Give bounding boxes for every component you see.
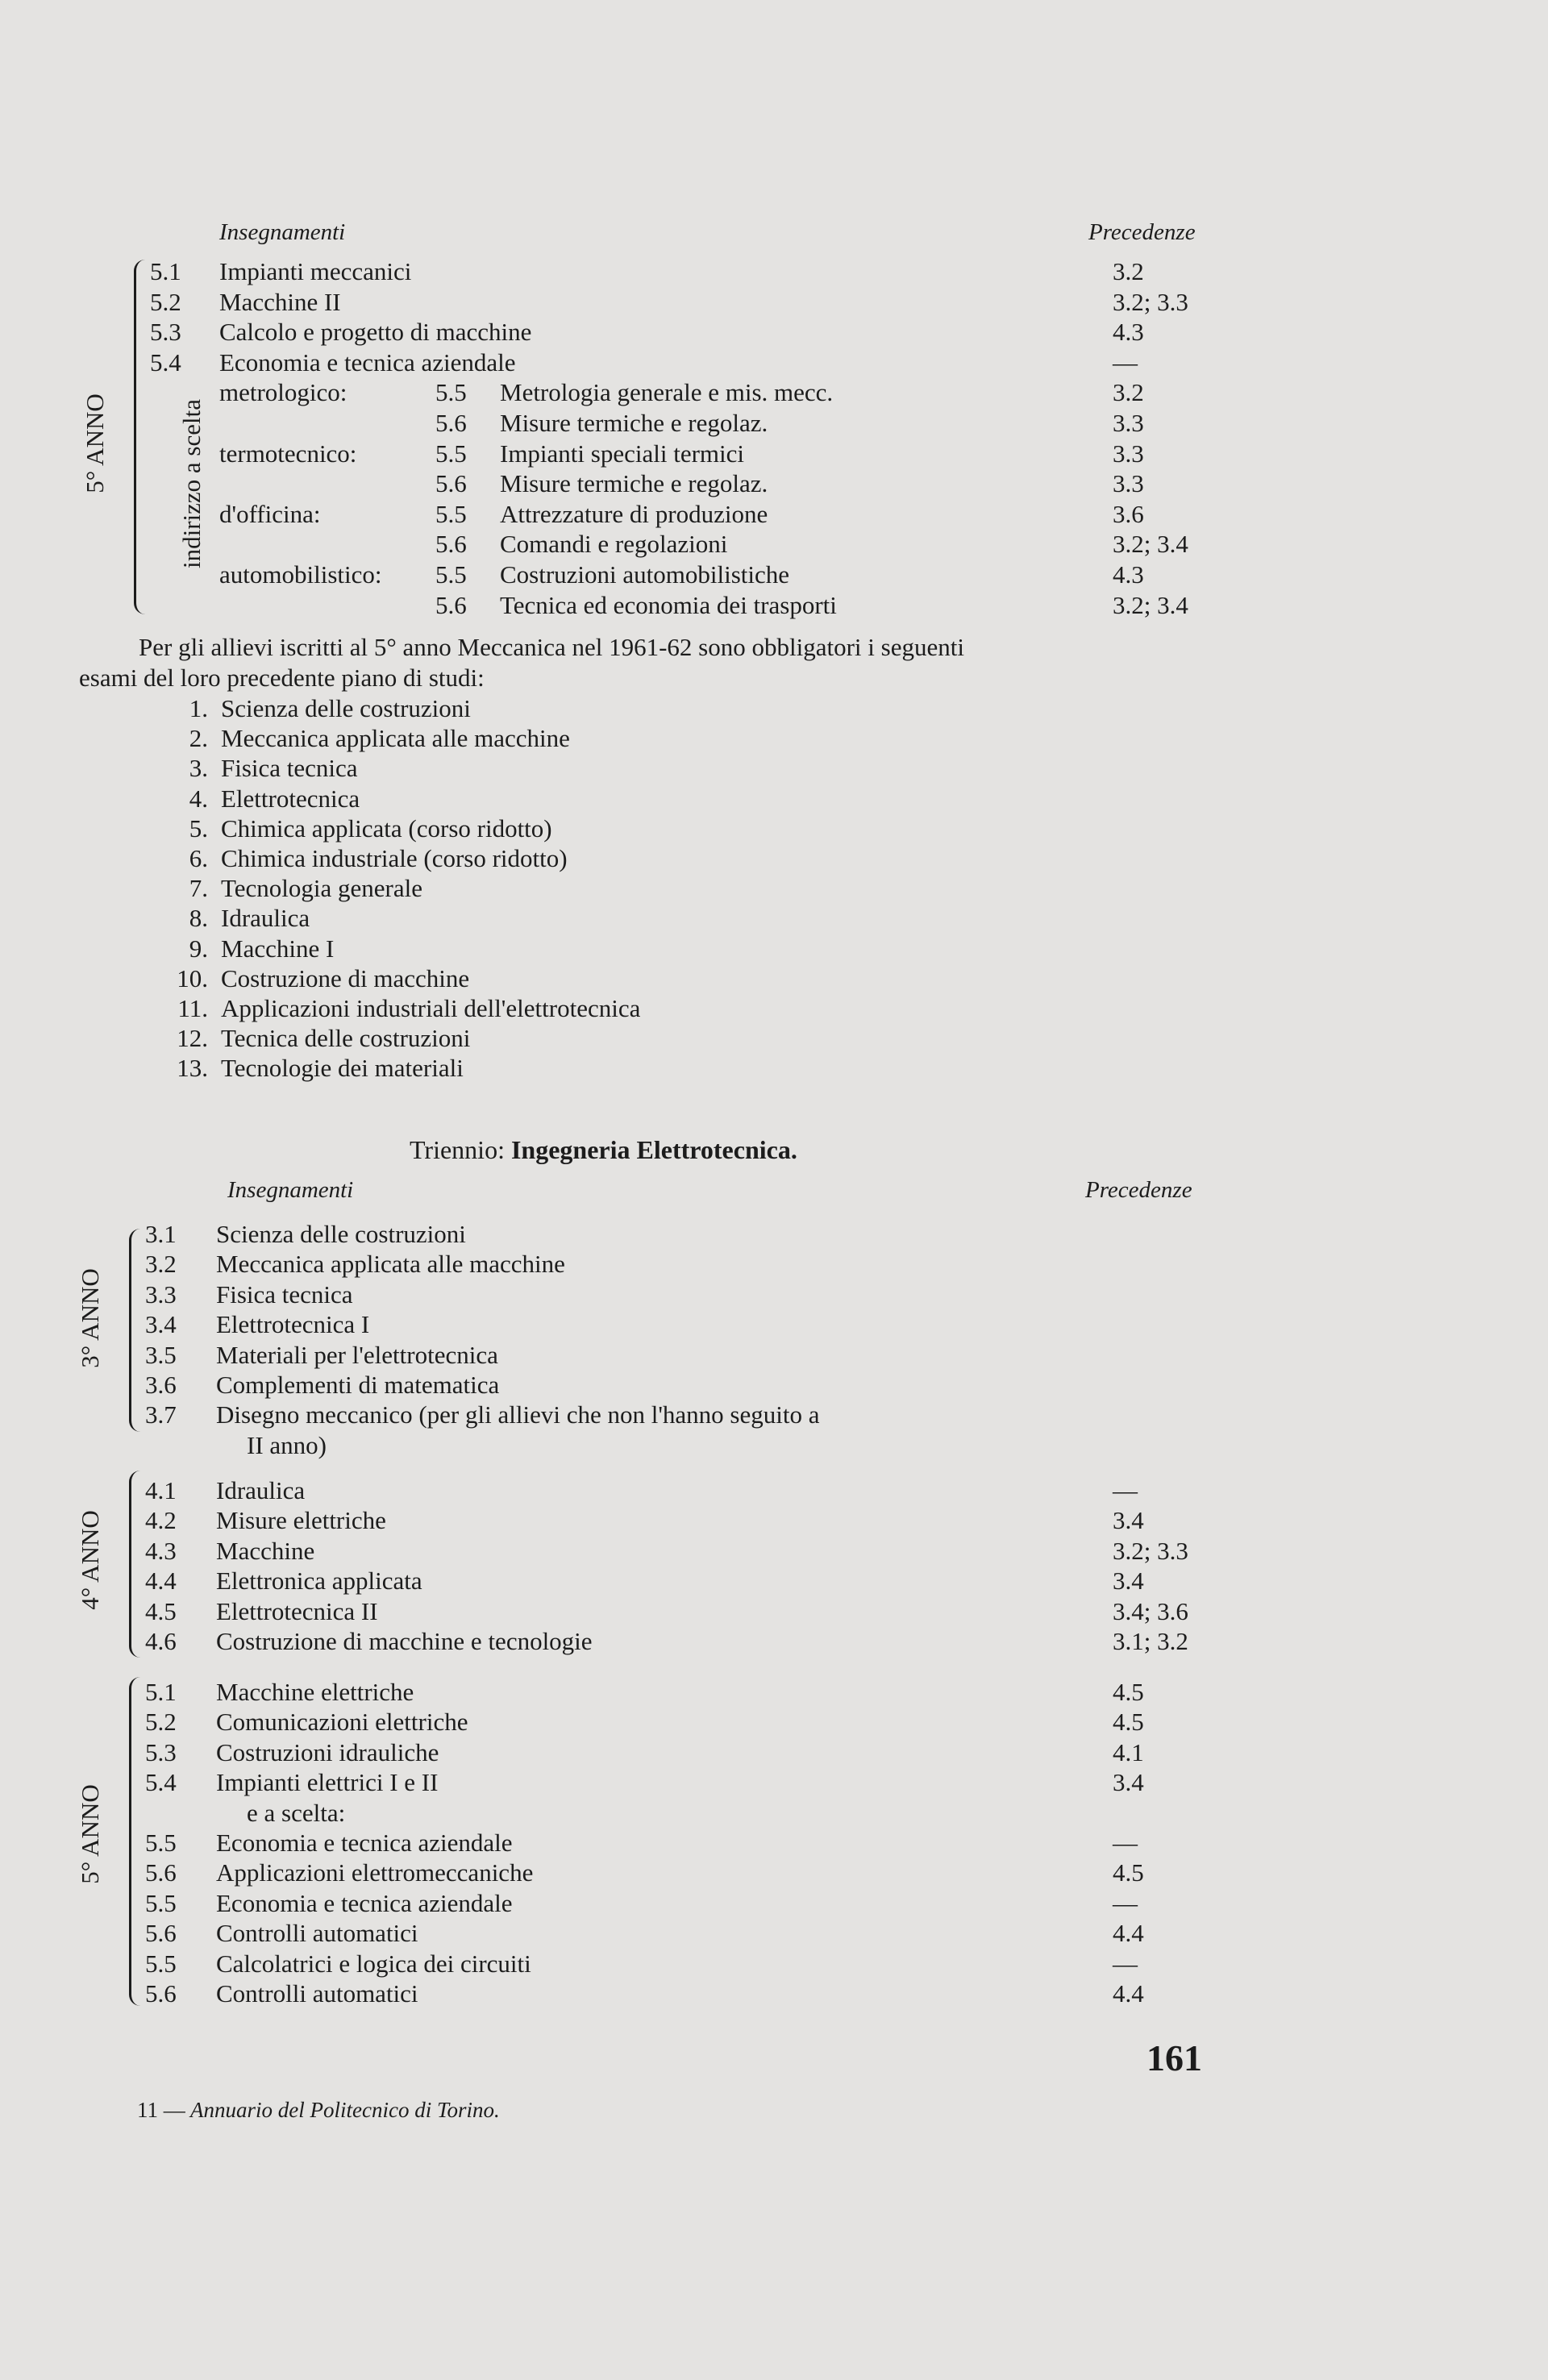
row-precedence: — — [1113, 1829, 1138, 1857]
row-subject: Economia e tecnica aziendale — [219, 348, 516, 377]
row-number: 4.2 — [145, 1506, 177, 1534]
row-subject: Impianti speciali termici — [500, 439, 745, 468]
row-number: 5.1 — [150, 257, 181, 285]
exam-number: 13. — [177, 1054, 208, 1082]
row-number: 5.1 — [145, 1678, 177, 1706]
row-precedence: 4.3 — [1113, 318, 1144, 346]
row-subject: Controlli automatici — [216, 1979, 418, 2008]
row-number: 5.5 — [145, 1829, 177, 1857]
row-precedence: 3.2; 3.4 — [1113, 591, 1188, 619]
year3-brace — [129, 1229, 143, 1432]
row-precedence: 3.6 — [1113, 500, 1144, 528]
row-subject: Macchine — [216, 1537, 315, 1565]
row-precedence: 3.4 — [1113, 1567, 1144, 1595]
row-precedence: 3.4 — [1113, 1506, 1144, 1534]
footer-text: Annuario del Politecnico di Torino. — [190, 2098, 500, 2122]
exam-number: 12. — [177, 1024, 208, 1052]
row-number: 5.5 — [145, 1889, 177, 1917]
row-precedence: 3.3 — [1113, 409, 1144, 437]
row-subject: Economia e tecnica aziendale — [216, 1889, 513, 1917]
exam-subject: Scienza delle costruzioni — [221, 694, 471, 722]
row-number: 5.3 — [150, 318, 181, 346]
exam-number: 10. — [177, 964, 208, 992]
row-subject: Impianti elettrici I e II — [216, 1768, 439, 1796]
row-subject: Comunicazioni elettriche — [216, 1708, 468, 1736]
paragraph-line-1: Per gli allievi iscritti al 5° anno Meccanica nel 1961-62 sono obbligatori i seguenti — [139, 633, 964, 661]
row-precedence: 4.4 — [1113, 1919, 1144, 1947]
year4-label: 4° ANNO — [76, 1510, 104, 1610]
row-number: 4.5 — [145, 1597, 177, 1625]
year5-brace — [129, 1677, 143, 2006]
row-subject: e a scelta: — [247, 1799, 346, 1827]
row-subject: II anno) — [247, 1431, 327, 1459]
footer-dash: — — [163, 2098, 185, 2122]
row-number: 4.6 — [145, 1627, 177, 1655]
triennio-header-insegnamenti: Insegnamenti — [227, 1177, 354, 1203]
row-number: 4.1 — [145, 1476, 177, 1504]
row-number: 5.2 — [150, 288, 181, 316]
row-subject: Meccanica applicata alle macchine — [216, 1250, 565, 1278]
exam-subject: Tecnica delle costruzioni — [221, 1024, 471, 1052]
row-number: 5.5 — [145, 1949, 177, 1978]
exam-number: 2. — [189, 724, 208, 752]
exam-subject: Elettrotecnica — [221, 784, 360, 813]
row-subject: Calcolatrici e logica dei circuiti — [216, 1949, 531, 1978]
row-number: 3.4 — [145, 1310, 177, 1338]
row-precedence: 3.2; 3.3 — [1113, 1537, 1188, 1565]
page-number: 161 — [1146, 2037, 1202, 2078]
exam-number: 6. — [189, 844, 208, 872]
row-subject: Misure termiche e regolaz. — [500, 469, 768, 497]
row-subject: Metrologia generale e mis. mecc. — [500, 378, 834, 406]
row-precedence: 3.4 — [1113, 1768, 1144, 1796]
row-number: 5.6 — [435, 530, 467, 558]
row-number: 5.6 — [435, 591, 467, 619]
exam-subject: Applicazioni industriali dell'elettrotecnica — [221, 994, 641, 1022]
row-subject: Scienza delle costruzioni — [216, 1220, 466, 1248]
row-subject: Fisica tecnica — [216, 1280, 353, 1309]
row-precedence: 3.4; 3.6 — [1113, 1597, 1188, 1625]
section1-indirizzo-label: indirizzo a scelta — [177, 399, 206, 569]
exam-subject: Chimica applicata (corso ridotto) — [221, 814, 552, 843]
row-subject: Elettrotecnica I — [216, 1310, 370, 1338]
row-subject: Materiali per l'elettrotecnica — [216, 1341, 498, 1369]
row-subject: Calcolo e progetto di macchine — [219, 318, 532, 346]
row-precedence: 4.1 — [1113, 1738, 1144, 1766]
row-precedence: 3.2 — [1113, 257, 1144, 285]
year3-label: 3° ANNO — [76, 1268, 104, 1368]
row-number: 4.4 — [145, 1567, 177, 1595]
exam-subject: Fisica tecnica — [221, 754, 358, 782]
triennio-title — [410, 1135, 797, 1165]
exam-subject: Costruzione di macchine — [221, 964, 470, 992]
row-precedence: 4.5 — [1113, 1678, 1144, 1706]
triennio-title-bold: Ingegneria Elettrotecnica. — [510, 1135, 797, 1164]
row-subject: Costruzioni idrauliche — [216, 1738, 439, 1766]
exam-subject: Meccanica applicata alle macchine — [221, 724, 570, 752]
section1-year-label: 5° ANNO — [81, 393, 109, 493]
exam-number: 1. — [189, 694, 208, 722]
row-subject: Comandi e regolazioni — [500, 530, 728, 558]
row-precedence: 3.2 — [1113, 378, 1144, 406]
exam-number: 7. — [189, 874, 208, 902]
row-subject: Applicazioni elettromeccaniche — [216, 1858, 534, 1887]
footer-sheet-number: 11 — [137, 2098, 158, 2122]
row-number: 5.2 — [145, 1708, 177, 1736]
row-precedence: — — [1113, 1889, 1138, 1917]
footer — [137, 2098, 500, 2123]
row-subject: Macchine II — [219, 288, 341, 316]
row-subject: Disegno meccanico (per gli allievi che non l'hanno seguito a — [216, 1400, 820, 1429]
section1-header-insegnamenti: Insegnamenti — [219, 219, 346, 245]
section1-header-precedenze: Precedenze — [1088, 219, 1196, 245]
row-subject: Controlli automatici — [216, 1919, 418, 1947]
row-precedence: 4.4 — [1113, 1979, 1144, 2008]
row-number: 5.5 — [435, 378, 467, 406]
row-subject: Attrezzature di produzione — [500, 500, 768, 528]
row-precedence: 3.2; 3.4 — [1113, 530, 1188, 558]
row-subject: Elettrotecnica II — [216, 1597, 378, 1625]
row-precedence: — — [1113, 1476, 1138, 1504]
paragraph-line-2: esami del loro precedente piano di studi: — [79, 664, 485, 692]
exam-number: 4. — [189, 784, 208, 813]
exam-subject: Chimica industriale (corso ridotto) — [221, 844, 568, 872]
row-number: 5.3 — [145, 1738, 177, 1766]
year5-label: 5° ANNO — [76, 1784, 104, 1884]
row-track-label: termotecnico: — [219, 439, 357, 468]
row-number: 3.1 — [145, 1220, 177, 1248]
section1-brace — [134, 260, 149, 614]
row-precedence: 4.5 — [1113, 1708, 1144, 1736]
exam-number: 11. — [177, 994, 208, 1022]
row-number: 5.6 — [435, 469, 467, 497]
row-subject: Misure elettriche — [216, 1506, 386, 1534]
exam-number: 8. — [189, 904, 208, 932]
row-number: 3.2 — [145, 1250, 177, 1278]
row-subject: Idraulica — [216, 1476, 306, 1504]
row-subject: Misure termiche e regolaz. — [500, 409, 768, 437]
row-subject: Costruzioni automobilistiche — [500, 560, 790, 589]
triennio-header-precedenze: Precedenze — [1085, 1177, 1192, 1203]
row-number: 4.3 — [145, 1537, 177, 1565]
row-precedence: — — [1113, 1949, 1138, 1978]
exam-subject: Idraulica — [221, 904, 310, 932]
row-number: 5.6 — [145, 1858, 177, 1887]
row-precedence: 4.3 — [1113, 560, 1144, 589]
exam-number: 3. — [189, 754, 208, 782]
row-number: 3.3 — [145, 1280, 177, 1309]
row-track-label: d'officina: — [219, 500, 321, 528]
row-precedence: — — [1113, 348, 1138, 377]
row-precedence: 3.3 — [1113, 439, 1144, 468]
exam-subject: Tecnologia generale — [221, 874, 422, 902]
exam-number: 5. — [189, 814, 208, 843]
row-subject: Economia e tecnica aziendale — [216, 1829, 513, 1857]
row-track-label: automobilistico: — [219, 560, 382, 589]
row-number: 5.6 — [435, 409, 467, 437]
row-subject: Complementi di matematica — [216, 1371, 500, 1399]
row-subject: Elettronica applicata — [216, 1567, 422, 1595]
row-precedence: 4.5 — [1113, 1858, 1144, 1887]
year4-brace — [129, 1471, 143, 1658]
row-precedence: 3.3 — [1113, 469, 1144, 497]
row-number: 5.5 — [435, 500, 467, 528]
row-subject: Costruzione di macchine e tecnologie — [216, 1627, 593, 1655]
row-number: 5.6 — [145, 1919, 177, 1947]
row-number: 5.4 — [150, 348, 181, 377]
row-number: 5.5 — [435, 560, 467, 589]
exam-subject: Macchine I — [221, 934, 335, 963]
row-track-label: metrologico: — [219, 378, 347, 406]
row-number: 3.7 — [145, 1400, 177, 1429]
row-number: 5.6 — [145, 1979, 177, 2008]
row-subject: Tecnica ed economia dei trasporti — [500, 591, 837, 619]
exam-subject: Tecnologie dei materiali — [221, 1054, 464, 1082]
triennio-title-prefix: Triennio: — [410, 1135, 505, 1164]
row-subject: Impianti meccanici — [219, 257, 412, 285]
row-number: 5.4 — [145, 1768, 177, 1796]
exam-number: 9. — [189, 934, 208, 963]
row-precedence: 3.1; 3.2 — [1113, 1627, 1188, 1655]
row-number: 5.5 — [435, 439, 467, 468]
row-number: 3.6 — [145, 1371, 177, 1399]
row-subject: Macchine elettriche — [216, 1678, 414, 1706]
row-precedence: 3.2; 3.3 — [1113, 288, 1188, 316]
row-number: 3.5 — [145, 1341, 177, 1369]
